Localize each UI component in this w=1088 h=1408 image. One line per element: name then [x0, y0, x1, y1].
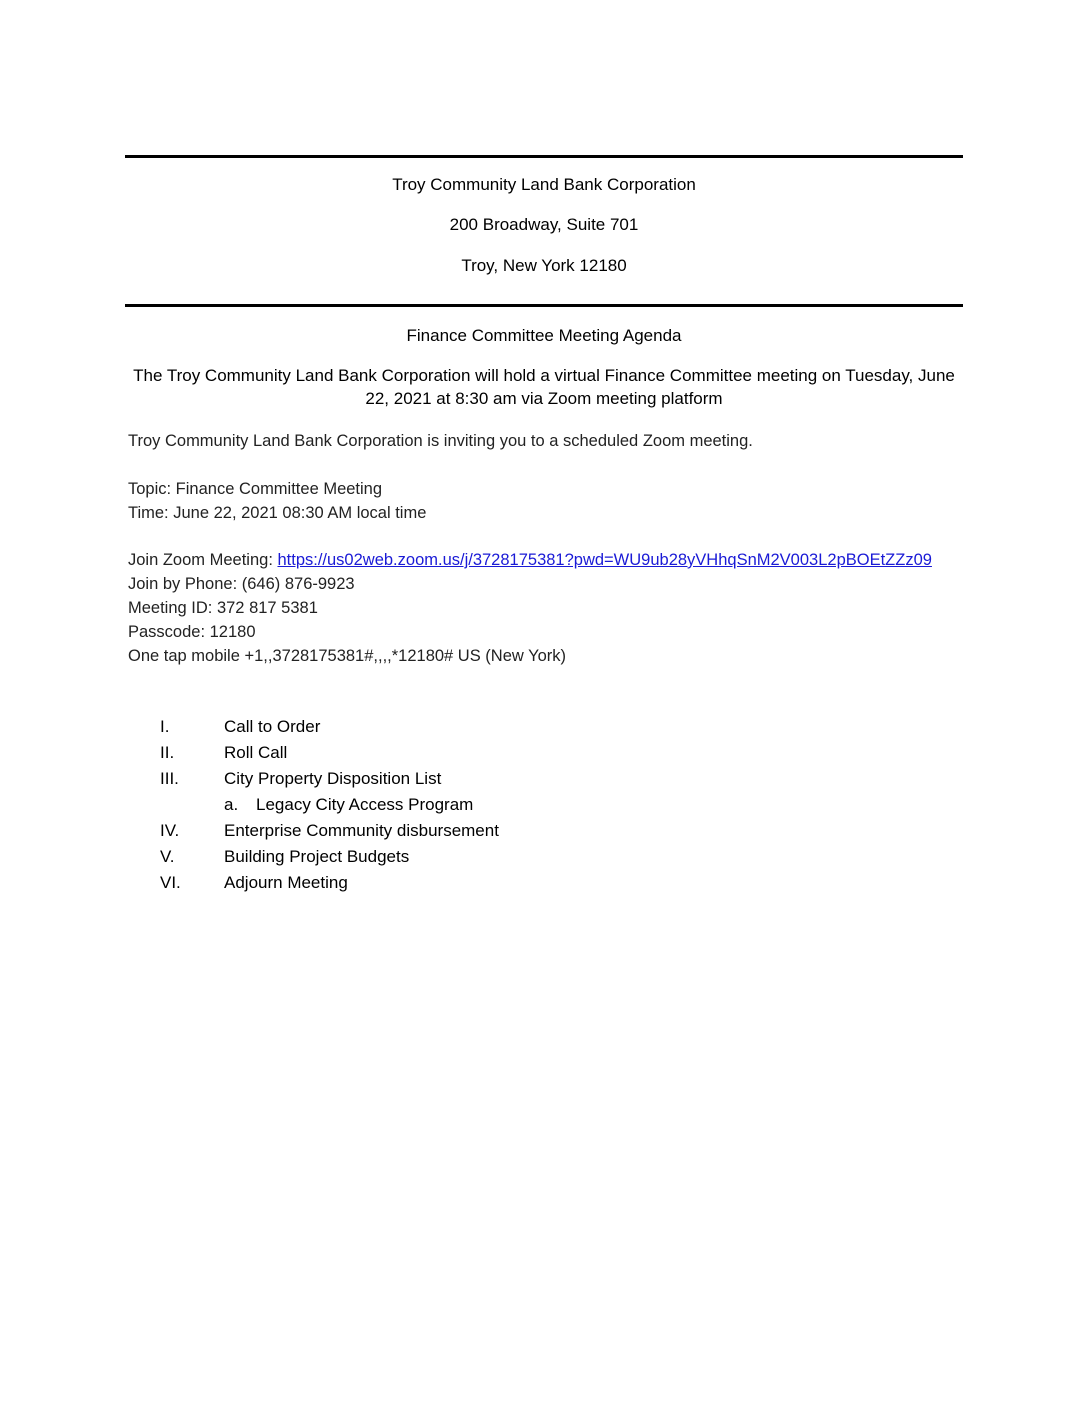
agenda-item-number: VI. — [160, 873, 181, 892]
zoom-phone: Join by Phone: (646) 876-9923 — [128, 575, 355, 593]
org-address-line2: Troy, New York 12180 — [461, 256, 627, 275]
agenda-item-number: II. — [160, 743, 175, 762]
agenda-subitem-text: Legacy City Access Program — [256, 795, 474, 814]
zoom-join-label: Join Zoom Meeting: — [128, 551, 278, 569]
zoom-intro: Troy Community Land Bank Corporation is inviting you to a scheduled Zoom meeting. — [128, 432, 753, 450]
agenda-subitem-letter: a. — [224, 795, 239, 814]
agenda-item-number: I. — [160, 717, 170, 736]
zoom-join-line — [128, 548, 932, 572]
zoom-passcode: Passcode: 12180 — [128, 623, 256, 641]
meeting-notice: The Troy Community Land Bank Corporation will hold a virtual Finance Committee meeting on Tuesday, June 22, 2021 at 8:30 am via Zoom meeting platform — [133, 366, 955, 408]
header-top-rule — [125, 155, 963, 158]
zoom-time: Time: June 22, 2021 08:30 AM local time — [128, 504, 427, 522]
agenda-item-text: Call to Order — [224, 717, 321, 736]
agenda-item-text: Enterprise Community disbursement — [224, 821, 499, 840]
agenda-item-text: Building Project Budgets — [224, 847, 410, 866]
org-address-line1: 200 Broadway, Suite 701 — [449, 215, 639, 234]
agenda-item-number: IV. — [160, 821, 180, 840]
zoom-join-details — [128, 548, 932, 668]
zoom-join-link[interactable]: https://us02web.zoom.us/j/3728175381?pwd=WU9ub28yVHhqSnM2V003L2pBOEtZZz09 — [277, 551, 932, 569]
zoom-topic-time — [128, 477, 426, 525]
header-bottom-rule — [125, 304, 963, 307]
agenda-title: Finance Committee Meeting Agenda — [406, 326, 682, 345]
zoom-one-tap: One tap mobile +1,,3728175381#,,,,*12180# US (New York) — [128, 647, 567, 665]
zoom-topic: Topic: Finance Committee Meeting — [128, 480, 383, 498]
org-name: Troy Community Land Bank Corporation — [392, 175, 696, 194]
agenda-item-number: III. — [160, 769, 179, 788]
agenda-item-text: Roll Call — [224, 743, 288, 762]
agenda-item-number: V. — [160, 847, 175, 866]
zoom-meeting-id: Meeting ID: 372 817 5381 — [128, 599, 318, 617]
agenda-item-text: Adjourn Meeting — [224, 873, 348, 892]
agenda-item-text: City Property Disposition List — [224, 769, 442, 788]
